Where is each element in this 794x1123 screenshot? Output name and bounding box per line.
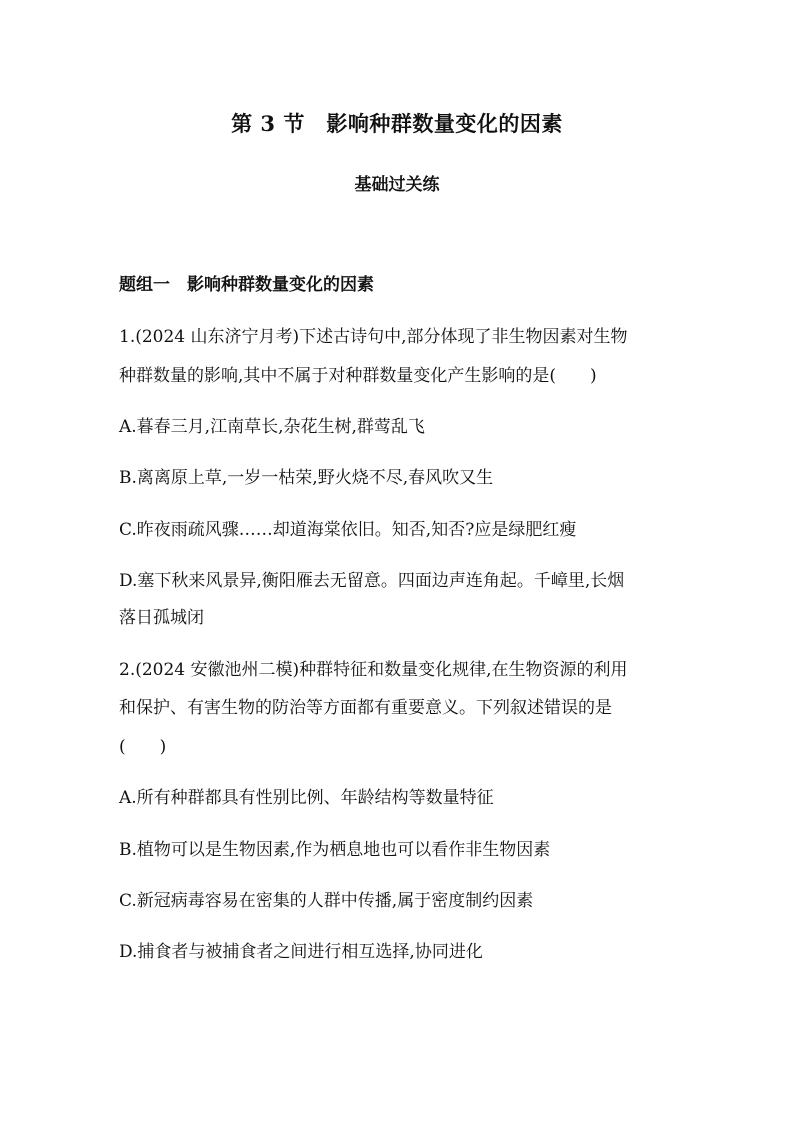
question-2-stem-line-2: 和保护、有害生物的防治等方面都有重要意义。下列叙述错误的是 xyxy=(119,698,612,718)
section-heading: 题组一 影响种群数量变化的因素 xyxy=(119,275,374,295)
question-2-stem-line-1: 2.(2024 安徽池州二模)种群特征和数量变化规律,在生物资源的利用 xyxy=(119,660,628,680)
question-1-stem-line-1: 1.(2024 山东济宁月考)下述古诗句中,部分体现了非生物因素对生物 xyxy=(119,327,628,347)
question-1-option-c: C.昨夜雨疏风骤……却道海棠依旧。知否,知否?应是绿肥红瘦 xyxy=(119,520,577,540)
page-title: 第 3 节 影响种群数量变化的因素 xyxy=(231,111,563,136)
question-1-option-d-line-2: 落日孤城闭 xyxy=(119,608,204,628)
question-1-option-a: A.暮春三月,江南草长,杂花生树,群莺乱飞 xyxy=(119,417,425,437)
question-2-stem-line-3: ( ) xyxy=(119,737,167,757)
page-subtitle: 基础过关练 xyxy=(354,175,440,195)
question-2-option-b: B.植物可以是生物因素,作为栖息地也可以看作非生物因素 xyxy=(119,840,551,860)
question-1-option-d-line-1: D.塞下秋来风景异,衡阳雁去无留意。四面边声连角起。千嶂里,长烟 xyxy=(119,571,625,591)
question-2-option-a: A.所有种群都具有性别比例、年龄结构等数量特征 xyxy=(119,788,494,808)
question-1-option-b: B.离离原上草,一岁一枯荣,野火烧不尽,春风吹又生 xyxy=(119,468,494,488)
question-2-option-c: C.新冠病毒容易在密集的人群中传播,属于密度制约因素 xyxy=(119,891,534,911)
question-1-stem-line-2: 种群数量的影响,其中不属于对种群数量变化产生影响的是( ) xyxy=(119,366,597,386)
question-2-option-d: D.捕食者与被捕食者之间进行相互选择,协同进化 xyxy=(119,942,483,962)
